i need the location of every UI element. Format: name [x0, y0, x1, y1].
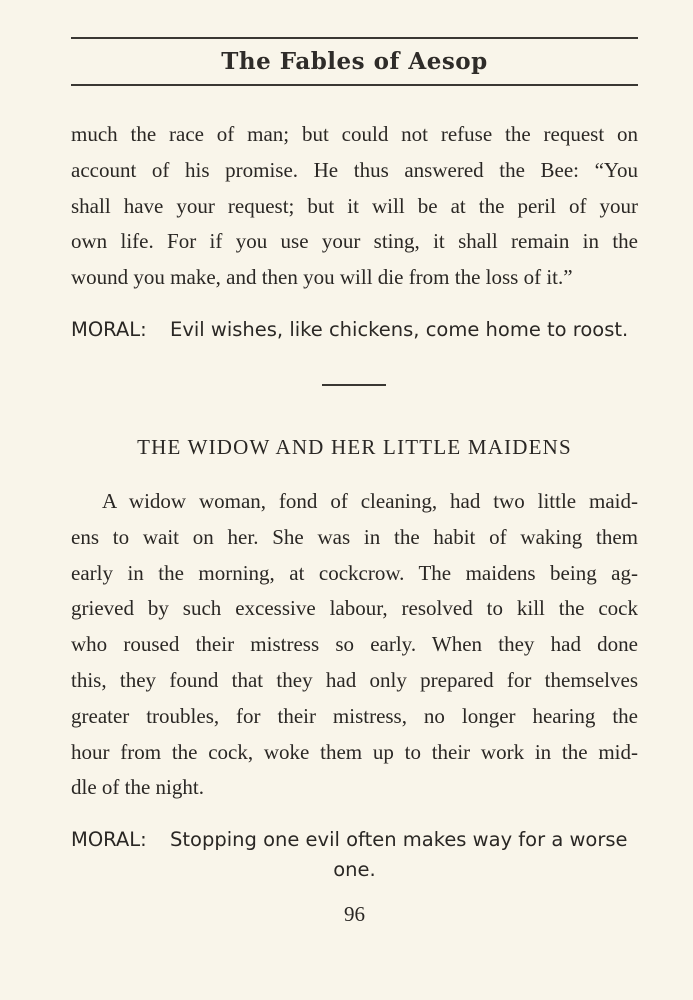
- text-line: greater troubles, for their mistress, no longer hearing the: [71, 703, 638, 728]
- fable-title: THE WIDOW AND HER LITTLE MAIDENS: [137, 435, 572, 459]
- text-line: account of his promise. He thus answered the Bee: “You: [71, 157, 638, 182]
- moral-text: Evil wishes, like chickens, come home to roost.: [170, 318, 629, 341]
- fable-continuation-paragraph: [71, 117, 638, 296]
- text-line: this, they found that they had only prepared for themselves: [71, 667, 638, 692]
- moral-text: Stopping one evil often makes way for a worse: [170, 828, 628, 851]
- page-number: 96: [344, 902, 365, 926]
- moral-text-continuation: one.: [333, 858, 376, 881]
- text-line: hour from the cock, woke them up to their work in the mid-: [71, 739, 638, 764]
- section-divider: [322, 384, 386, 386]
- moral-label: MORAL:: [71, 828, 147, 851]
- text-line: early in the morning, at cockcrow. The maidens being ag-: [71, 560, 638, 585]
- fable-body-paragraph: [71, 484, 638, 806]
- text-line: dle of the night.: [71, 775, 204, 800]
- text-line: grieved by such excessive labour, resolved to kill the cock: [71, 596, 638, 621]
- text-line: shall have your request; but it will be at the peril of your: [71, 193, 638, 218]
- moral-label: MORAL:: [71, 318, 147, 341]
- moral-2: [71, 825, 638, 885]
- text-line: A widow woman, fond of cleaning, had two little maid-: [102, 489, 638, 513]
- text-line: wound you make, and then you will die from the loss of it.”: [71, 265, 573, 290]
- running-header: The Fables of Aesop: [221, 48, 488, 75]
- header-bottom-rule: [71, 84, 638, 86]
- text-line: own life. For if you use your sting, it shall remain in the: [71, 229, 638, 254]
- header-top-rule: [71, 37, 638, 39]
- text-line: who roused their mistress so early. When they had done: [71, 632, 638, 657]
- text-line: ens to wait on her. She was in the habit of waking them: [71, 524, 638, 549]
- moral-1: [71, 315, 638, 345]
- text-line: much the race of man; but could not refuse the request on: [71, 122, 638, 146]
